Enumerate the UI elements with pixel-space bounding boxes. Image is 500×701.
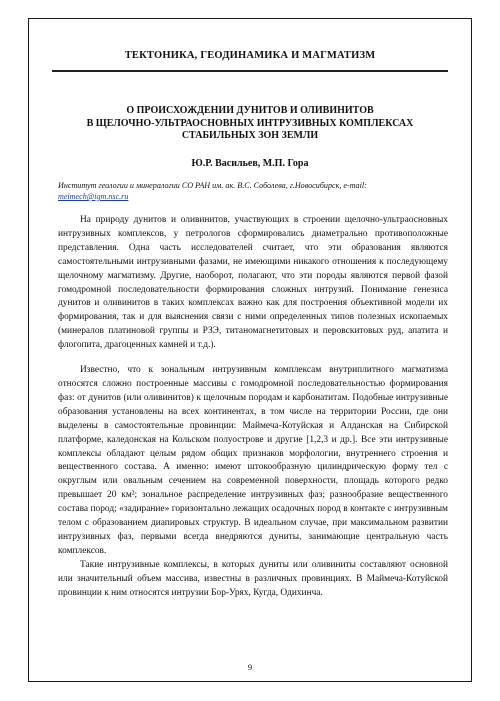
header-divider [52,70,448,72]
paragraph-1: На природу дунитов и оливинитов, участвующих в строении щелочно-ультраосновных интрузивных комплексов, у петрологов сформировались диаметрально противоположные представления. Одна часть исследователей считает, что эти образования являются самостоятельными интрузивными фазами, не имеющими никакого отношения к последующему щелочному магматизму. Другие, наоборот, полагают, что эти породы являются первой фазой гомодромной последовательности формирования сложных интрузий. Понимание генезиса дунитов и оливинитов в таких комплексах важно как для построения объективной модели их формирования, так и для выяснения связи с ними определенных типов полезных ископаемых (минералов платиновой группы и РЗЭ, титаномагнетитовых и перовскитовых руд, апатита и флогопита, драгоценных камней и т.д.). [58,215,448,351]
section-header: ТЕКТОНИКА, ГЕОДИНАМИКА И МАГМАТИЗМ [124,50,376,61]
article-title [62,105,438,143]
title-line: СТАБИЛЬНЫХ ЗОН ЗЕМЛИ [181,130,319,142]
title-line: В ЩЕЛОЧНО-УЛЬТРАОСНОВНЫХ ИНТРУЗИВНЫХ КОМПЛЕКСАХ [86,117,414,129]
page-number: 9 [247,662,253,672]
affiliation-text: Институт геологии и минералогии СО РАН им. ак. В.С. Соболева, г.Новосибирск, e-mail: [58,181,367,190]
authors: Ю.Р. Васильев, М.П. Гора [191,158,309,169]
paragraph-2: Известно, что к зональным интрузивным комплексам внутриплитного магматизма относятся сложно построенные массивы с гомодромной последовательностью формирования фаз: от дунитов (или оливинитов) к щелочным породам и карбонатитам. Подобные интрузивные образования установлены на всех континентах, в том числе на территории России, где они выделены в самостоятельные провинции: Маймеча-Котуйская и Алданская на Сибирской платформе, каледонская на Кольском полуострове и другие [1,2,3 и др.]. Все эти интрузивные комплексы обладают целым рядом общих признаков морфологии, внутреннего строения и вещественного состава. А именно: имеют штокообразную цилиндрическую форму тел с округлым или овальным сечением на современной поверхности, площадь которого редко превышает 20 км²; зональное распределение интрузивных фаз; разнообразие вещественного состава пород; «задирание» горизонтально лежащих осадочных пород в контакте с интрузивным телом с образованием диапировых структур. В идеальном случае, при максимальном развитии интрузивных фаз, первыми всегда внедряются дуниты, занимающие центральную часть комплексов. [58,365,448,556]
email-link[interactable]: meimech@igm.nsc.ru [58,192,129,201]
title-line: О ПРОИСХОЖДЕНИИ ДУНИТОВ И ОЛИВИНИТОВ [126,105,374,116]
affiliation [58,180,448,202]
paragraph-3: Такие интрузивные комплексы, в которых дуниты или оливиниты составляют основной или значительный объем массива, известны в различных провинциях. В Маймеча-Котуйской провинции к ним относятся интрузии Бор-Урях, Кугда, Одихинча. [58,559,448,598]
article-body [58,214,448,600]
